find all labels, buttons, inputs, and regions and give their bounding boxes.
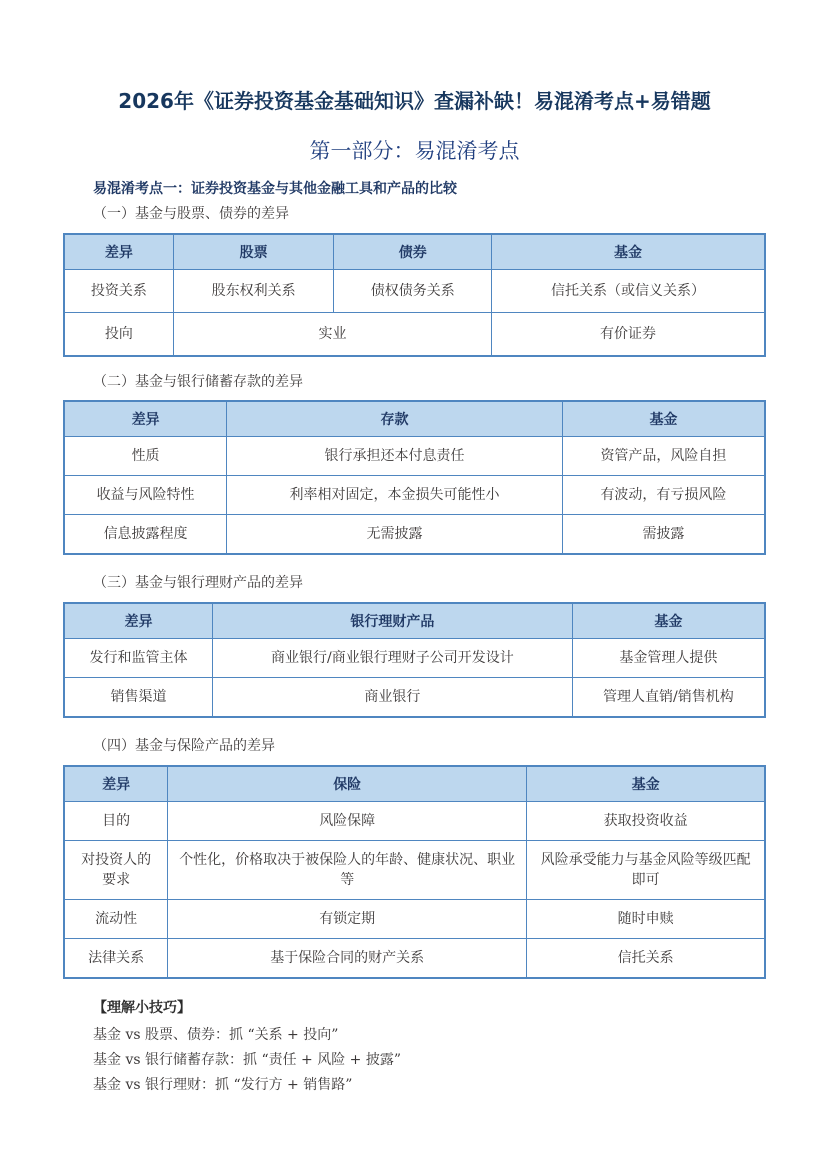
column-header: 差异: [64, 234, 173, 270]
table-cell: 获取投资收益: [527, 802, 765, 841]
table-cell: 银行承担还本付息责任: [227, 437, 563, 476]
table-row: [64, 841, 765, 900]
table-cell: 发行和监管主体: [64, 639, 213, 678]
table-cell: 个性化，价格取决于被保险人的年龄、健康状况、职业等: [168, 841, 527, 900]
table-cell: 法律关系: [64, 939, 168, 979]
tips-title: 【理解小技巧】: [93, 1000, 191, 1016]
table-cell: 实业: [173, 313, 491, 357]
table-cell: 风险承受能力与基金风险等级匹配即可: [527, 841, 765, 900]
page-title: 2026年《证券投资基金基础知识》查漏补缺！易混淆考点+易错题: [118, 89, 711, 113]
table-cell: 无需披露: [227, 515, 563, 555]
table-row: [64, 515, 765, 555]
table-cell: 利率相对固定，本金损失可能性小: [227, 476, 563, 515]
comparison-table-bank-wealth: [63, 602, 766, 718]
table-cell: 有锁定期: [168, 900, 527, 939]
table-cell: 随时申赎: [527, 900, 765, 939]
tips-line: 基金 vs 银行理财：抓 “发行方 + 销售路”: [93, 1077, 353, 1093]
table-cell: 收益与风险特性: [64, 476, 227, 515]
tips-line: 基金 vs 银行储蓄存款：抓 “责任 + 风险 + 披露”: [93, 1052, 402, 1068]
table-cell: 信息披露程度: [64, 515, 227, 555]
part-heading: 第一部分：易混淆考点: [309, 139, 520, 163]
table-row: [64, 476, 765, 515]
table-row: [64, 678, 765, 718]
table-caption-1: （一）基金与股票、债券的差异: [93, 206, 289, 222]
column-header: 股票: [173, 234, 334, 270]
section-heading: 易混淆考点一：证券投资基金与其他金融工具和产品的比较: [93, 181, 457, 197]
table-cell: 股东权利关系: [173, 270, 334, 313]
table-caption-2: （二）基金与银行储蓄存款的差异: [93, 374, 303, 390]
table-cell: 销售渠道: [64, 678, 213, 718]
table-row: [64, 639, 765, 678]
table-row: [64, 313, 765, 357]
comparison-table-insurance: [63, 765, 766, 979]
table-cell: 资管产品，风险自担: [562, 437, 765, 476]
table-row: [64, 437, 765, 476]
tips-line: 基金 vs 股票、债券：抓 “关系 + 投向”: [93, 1027, 339, 1043]
table-cell: 信托关系: [527, 939, 765, 979]
column-header: 存款: [227, 401, 563, 437]
table-cell: 债权债务关系: [334, 270, 492, 313]
column-header: 基金: [572, 603, 765, 639]
table-cell: 风险保障: [168, 802, 527, 841]
table-cell: 基金管理人提供: [572, 639, 765, 678]
column-header: 保险: [168, 766, 527, 802]
table-cell: 有波动，有亏损风险: [562, 476, 765, 515]
column-header: 差异: [64, 603, 213, 639]
table-header-row: [64, 603, 765, 639]
comparison-table-deposit: [63, 400, 766, 555]
table-cell: 对投资人的要求: [64, 841, 168, 900]
table-row: [64, 939, 765, 979]
table-cell: 信托关系（或信义关系）: [492, 270, 765, 313]
table-cell: 商业银行/商业银行理财子公司开发设计: [213, 639, 573, 678]
table-cell: 流动性: [64, 900, 168, 939]
table-caption-4: （四）基金与保险产品的差异: [93, 738, 275, 754]
table-cell: 目的: [64, 802, 168, 841]
table-cell: 基于保险合同的财产关系: [168, 939, 527, 979]
table-cell: 管理人直销/销售机构: [572, 678, 765, 718]
table-row: [64, 270, 765, 313]
table-header-row: [64, 234, 765, 270]
column-header: 债券: [334, 234, 492, 270]
table-row: [64, 900, 765, 939]
column-header: 银行理财产品: [213, 603, 573, 639]
column-header: 差异: [64, 766, 168, 802]
table-row: [64, 802, 765, 841]
table-cell: 投向: [64, 313, 173, 357]
table-cell: 投资关系: [64, 270, 173, 313]
column-header: 基金: [492, 234, 765, 270]
comparison-table-stock-bond: [63, 233, 766, 357]
table-cell: 性质: [64, 437, 227, 476]
table-header-row: [64, 766, 765, 802]
column-header: 基金: [562, 401, 765, 437]
table-cell: 商业银行: [213, 678, 573, 718]
table-cell: 需披露: [562, 515, 765, 555]
table-caption-3: （三）基金与银行理财产品的差异: [93, 575, 303, 591]
table-cell: 有价证券: [492, 313, 765, 357]
column-header: 差异: [64, 401, 227, 437]
column-header: 基金: [527, 766, 765, 802]
table-header-row: [64, 401, 765, 437]
